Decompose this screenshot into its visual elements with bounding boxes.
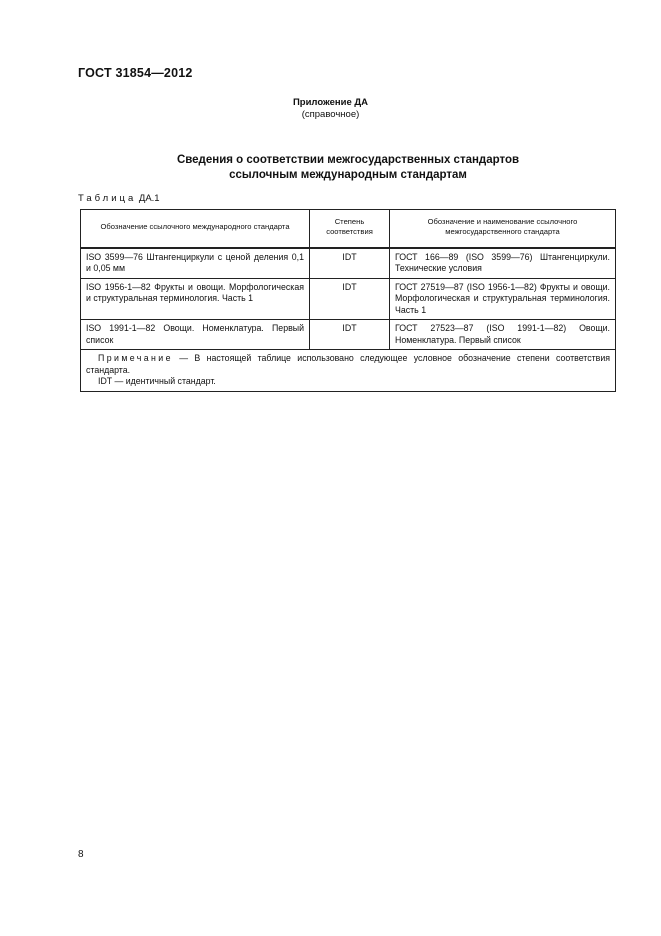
table-note: [81, 350, 616, 392]
note-text: [86, 353, 610, 376]
table-note-row: [81, 350, 616, 392]
table-caption-number: ДА.1: [138, 193, 160, 204]
section-title-line-2: ссылочным международным стандартам: [229, 169, 467, 181]
annex-heading: [0, 97, 661, 121]
note-legend: IDT — идентичный стандарт.: [98, 376, 216, 386]
note-label: Примечание: [98, 353, 173, 363]
table-caption: [78, 193, 160, 204]
correspondence-table: [80, 209, 616, 392]
section-title-line-1: Сведения о соответствии межгосударственных стандартов: [176, 154, 520, 166]
international-standard-cell: ISO 3599—76 Штангенциркули с ценой деления 0,1 и 0,05 мм: [81, 248, 310, 279]
annex-status: (справочное): [301, 109, 360, 120]
note-body: — В настоящей таблице использовано следующее условное обозначение степени соответствия стандарта.: [86, 353, 611, 375]
international-standard-cell: ISO 1956-1—82 Фрукты и овощи. Морфологическая и структуральная терминология. Часть 1: [81, 278, 310, 320]
degree-cell: IDT: [310, 278, 390, 320]
header-international-standard: Обозначение ссылочного международного стандарта: [81, 210, 310, 248]
page-number: 8: [78, 849, 84, 860]
header-interstate-standard: Обозначение и наименование ссылочного межгосударственного стандарта: [390, 210, 616, 248]
international-standard-cell: ISO 1991-1—82 Овощи. Номенклатура. Первый список: [81, 320, 310, 350]
table-row: [81, 278, 616, 320]
table-row: [81, 248, 616, 279]
document-code: ГОСТ 31854—2012: [78, 66, 193, 80]
table-caption-word: Таблица: [78, 193, 137, 204]
table-row: [81, 320, 616, 350]
interstate-standard-cell: ГОСТ 27519—87 (ISO 1956-1—82) Фрукты и овощи. Морфологическая и структуральная терминология. Часть 1: [390, 278, 616, 320]
table-header-row: [81, 210, 616, 248]
interstate-standard-cell: ГОСТ 166—89 (ISO 3599—76) Штангенциркули. Технические условия: [390, 248, 616, 279]
degree-cell: IDT: [310, 248, 390, 279]
header-degree-of-correspondence: Степень соответствия: [310, 210, 390, 248]
interstate-standard-cell: ГОСТ 27523—87 (ISO 1991-1—82) Овощи. Номенклатура. Первый список: [390, 320, 616, 350]
section-title: [80, 153, 616, 183]
degree-cell: IDT: [310, 320, 390, 350]
annex-title: Приложение ДА: [292, 97, 369, 108]
